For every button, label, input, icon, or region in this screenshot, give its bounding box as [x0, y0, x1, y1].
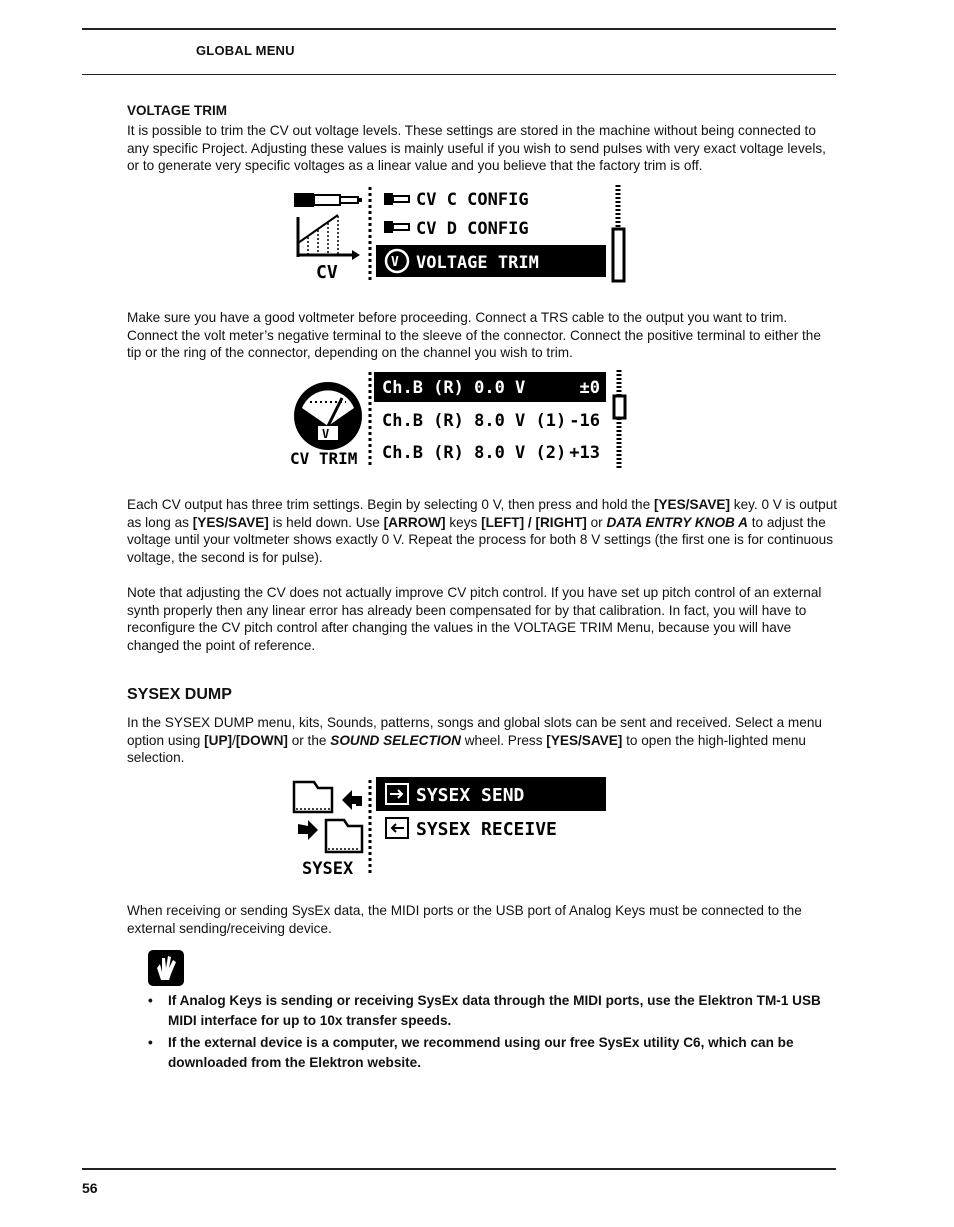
menu-row-sysex-send-selected[interactable] [376, 777, 606, 811]
sysex-intro-paragraph: In the SYSEX DUMP menu, kits, Sounds, patterns, songs and global slots can be sent and received. Select a menu option using [UP]/[DOWN] or the SOUND SELECTION wheel. Press [YES/SAVE] to open the high-lighted menu selection. [127, 715, 822, 766]
sysex-dump-heading: SYSEX DUMP [127, 686, 232, 703]
lcd-sysex-menu [290, 776, 620, 878]
svg-text:+13: +13 [569, 443, 600, 463]
tips-list [148, 991, 838, 1075]
trim-row-8v-2[interactable] [382, 443, 600, 463]
tip-item: • If Analog Keys is sending or receiving SysEx data through the MIDI ports, use the Elektron TM-1 USB MIDI interface for up to 10x transfer speeds. [148, 993, 821, 1028]
svg-text:Ch.B (R) 8.0 V (1): Ch.B (R) 8.0 V (1) [382, 411, 567, 431]
svg-text:SYSEX SEND: SYSEX SEND [416, 785, 525, 806]
svg-text:CV C CONFIG: CV C CONFIG [416, 190, 529, 210]
scrollbar[interactable] [614, 370, 625, 468]
hand-tip-icon [148, 950, 184, 986]
menu-row-cv-c[interactable] [384, 190, 529, 210]
svg-text:V: V [391, 255, 399, 270]
footer-rule [82, 1168, 836, 1170]
svg-text:V: V [322, 427, 330, 441]
trim-row-8v-1[interactable] [382, 411, 600, 431]
lcd-voltage-trim-menu [290, 183, 630, 285]
screen3-side-label: SYSEX [302, 859, 354, 878]
screen1-side-label: CV [316, 262, 338, 283]
page-number: 56 [82, 1180, 98, 1196]
svg-text:-16: -16 [569, 411, 600, 431]
voltmeter-paragraph: Make sure you have a good voltmeter before proceeding. Connect a TRS cable to the output you want to trim. Connect the volt meter’s negative terminal to the sleeve of the connector. Connect the positive terminal to either the tip or the ring of the connector, depending on the channel you wish to trim. [127, 310, 821, 361]
scrollbar[interactable] [613, 185, 624, 281]
header-bottom-rule [82, 74, 836, 75]
menu-row-voltage-trim-selected[interactable] [376, 245, 606, 277]
sysex-connection-paragraph: When receiving or sending SysEx data, the MIDI ports or the USB port of Analog Keys must be connected to the external sending/receiving device. [127, 903, 802, 936]
svg-text:Ch.B (R) 8.0 V (2): Ch.B (R) 8.0 V (2) [382, 443, 567, 463]
voltmeter-icon [294, 382, 362, 450]
folder-receive-icon [298, 820, 362, 852]
running-header: GLOBAL MENU [196, 43, 295, 58]
screen2-side-label: CV TRIM [290, 449, 358, 468]
lcd-cv-trim [288, 368, 630, 471]
menu-row-cv-d[interactable] [384, 219, 529, 239]
trim-instructions-paragraph: Each CV output has three trim settings. Begin by selecting 0 V, then press and hold the [YES/SAVE] key. 0 V is output as long as [YES/SAVE] is held down. Use [ARROW] keys [LEFT] / [RIGHT] or DATA ENTRY KNOB A to adjust the voltage until your voltmeter shows exactly 0 V. Repeat the process for both 8 V settings (the first one is for continuous voltage, the second is for pulse). [127, 497, 838, 565]
svg-text:±0: ±0 [579, 378, 600, 398]
cable-icon [294, 193, 362, 207]
voltage-trim-intro: It is possible to trim the CV out voltage levels. These settings are stored in the machine without being connected to any specific Project. Adjusting these values is mainly useful if you wish to send pulses with very exact voltage levels, or to generate very specific voltages as a linear value and you believe that the factory trim is off. [127, 123, 826, 174]
header-top-rule [82, 28, 836, 30]
tip-item: • If the external device is a computer, we recommend using our free SysEx utility C6, which can be downloaded from the Elektron website. [148, 1035, 794, 1070]
folder-send-icon [294, 782, 362, 812]
cv-pitch-note-paragraph: Note that adjusting the CV does not actually improve CV pitch control. If you have set up pitch control of an external synth properly then any linear error has already been compensated for by that calibration. In fact, you will have to reconfigure the CV pitch control after changing the values in the VOLTAGE TRIM Menu, because you will have changed the point of reference. [127, 585, 822, 653]
svg-text:VOLTAGE TRIM: VOLTAGE TRIM [416, 253, 539, 273]
svg-text:SYSEX RECEIVE: SYSEX RECEIVE [416, 819, 557, 840]
graph-icon [298, 215, 360, 260]
menu-row-sysex-receive[interactable] [386, 818, 557, 840]
svg-text:Ch.B (R) 0.0 V: Ch.B (R) 0.0 V [382, 378, 526, 398]
trim-row-0v-selected[interactable] [374, 372, 606, 402]
svg-text:CV D CONFIG: CV D CONFIG [416, 219, 529, 239]
voltage-trim-heading: VOLTAGE TRIM [127, 103, 227, 118]
